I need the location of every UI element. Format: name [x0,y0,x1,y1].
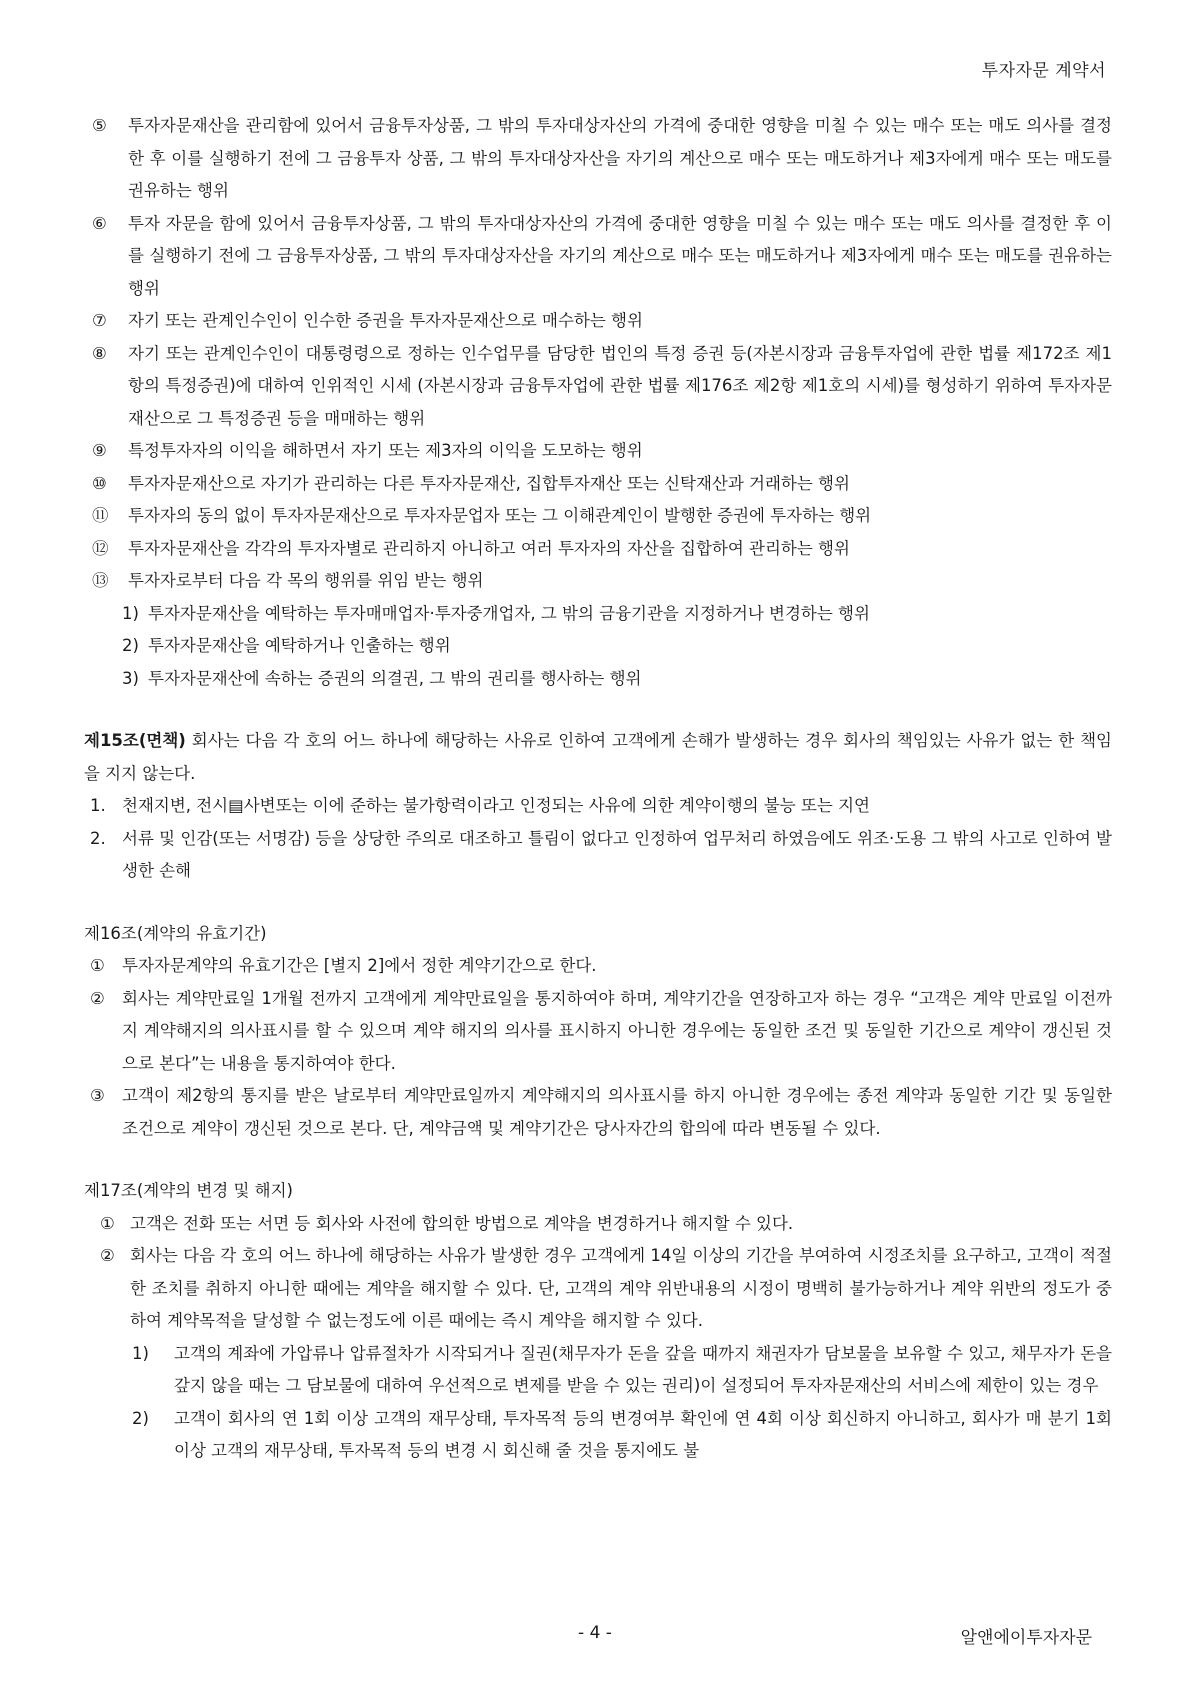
item-text: 회사는 계약만료일 1개월 전까지 고객에게 계약만료일을 통지하여야 하며, 계약기간을 연장하고자 하는 경우 “고객은 계약 만료일 이전까지 계약해지의 의사표시를 할 수 있으며 계약 해지의 의사를 표시하지 아니한 경우에는 동일한 조건 및 동일한 기간으로 계약이 갱신된 것으로 본다”는 내용을 통지하여야 한다. [122,988,1112,1073]
list-item [84,823,1112,888]
sub-list-item [84,663,1112,696]
item-marker: ① [90,956,105,975]
page-number: - 4 - [578,1623,612,1643]
item-text: 고객은 전화 또는 서면 등 회사와 사전에 합의한 방법으로 계약을 변경하거나 해지할 수 있다. [130,1213,794,1233]
sub-list-item [84,1403,1112,1468]
article-16 [84,918,1112,1146]
sub-item-marker: 2) [122,636,139,655]
list-item [84,1240,1112,1338]
sub-list-item [84,630,1112,663]
sub-list-item [84,1338,1112,1403]
sub-item-text: 투자자문재산을 예탁하는 투자매매업자·투자중개업자, 그 밖의 금융기관을 지정하거나 변경하는 행위 [148,603,870,623]
sub-item-text: 고객의 계좌에 가압류나 압류절차가 시작되거나 질권(채무자가 돈을 갚을 때까지 채권자가 담보물을 보유할 수 있고, 채무자가 돈을 갚지 않을 때는 그 담보물에 대하여 우선적으로 변제를 받을 수 있는 권리)이 설정되어 투자자문재산의 서비스에 제한이 있는 경우 [174,1343,1112,1395]
article-15-intro-paragraph [84,725,1112,790]
footer-company-name: 알앤에이투자자문 [960,1628,1092,1648]
item-text: 투자자문재산을 각각의 투자자별로 관리하지 아니하고 여러 투자자의 자산을 집합하여 관리하는 행위 [128,538,850,558]
list-item [84,305,1112,338]
item-marker: ② [90,988,105,1008]
item-text: 자기 또는 관계인수인이 대통령령으로 정하는 인수업무를 담당한 법인의 특정 증권 등(자본시장과 금융투자업에 관한 법률 제172조 제1항의 특정증권)에 대하여 인위적인 시세 (자본시장과 금융투자업에 관한 법률 제176조 제2항 제1호의 시세)를 형성하기 위하여 투자자문재산으로 그 특정증권 등을 매매하는 행위 [128,343,1112,428]
item-marker: ⑬ [92,571,109,590]
article-16-title: 제16조(계약의 유효기간) [84,923,267,943]
item-text: 투자자문재산을 관리함에 있어서 금융투자상품, 그 밖의 투자대상자산의 가격에 중대한 영향을 미칠 수 있는 매수 또는 매도 의사를 결정한 후 이를 실행하기 전에 그 금융투자 상품, 그 밖의 투자대상자산을 자기의 계산으로 매수 또는 매도하거나 제3자에게 매수 또는 매도를 권유하는 행위 [128,116,1112,200]
item-marker: ⑪ [92,506,109,525]
item-text: 천재지변, 전시▤사변또는 이에 준하는 불가항력이라고 인정되는 사유에 의한 계약이행의 불능 또는 지연 [122,796,870,815]
article-17-title: 제17조(계약의 변경 및 해지) [84,1181,293,1200]
item-text: 서류 및 인감(또는 서명감) 등을 상당한 주의로 대조하고 틀림이 없다고 인정하여 업무처리 하였음에도 위조·도용 그 밖의 사고로 인하여 발생한 손해 [122,828,1112,880]
article-15-intro: 회사는 다음 각 호의 어느 하나에 해당하는 사유로 인하여 고객에게 손해가 발생하는 경우 회사의 책임있는 사유가 없는 한 책임을 지지 않는다. [84,731,1113,783]
sub-item-text: 투자자문재산을 예탁하거나 인출하는 행위 [148,636,451,655]
sub-item-marker: 3) [122,668,139,688]
item-marker: ⑥ [92,213,107,233]
item-marker: ⑨ [92,441,107,460]
list-item [84,950,1112,983]
item-marker: ③ [90,1086,105,1105]
article-15 [84,725,1112,888]
list-item [84,983,1112,1081]
item-text: 고객이 제2항의 통지를 받은 날로부터 계약만료일까지 계약해지의 의사표시를 하지 아니한 경우에는 종전 계약과 동일한 기간 및 동일한 조건으로 계약이 갱신된 것으로 본다. 단, 계약금액 및 계약기간은 당사자간의 합의에 따라 변동될 수 있다. [122,1086,1112,1138]
sub-item-text: 투자자문재산에 속하는 증권의 의결권, 그 밖의 권리를 행사하는 행위 [148,668,642,688]
item-marker: ⑫ [92,538,109,558]
item-text: 투자자의 동의 없이 투자자문재산으로 투자자문업자 또는 그 이해관계인이 발행한 증권에 투자하는 행위 [128,506,872,525]
list-item [84,468,1112,501]
sub-item-marker: 1) [132,1343,149,1363]
list-item [84,110,1112,208]
list-item [84,435,1112,468]
sub-list-item [84,598,1112,631]
list-item [84,338,1112,436]
article-15-title: 제15조(면책) [84,731,186,750]
item-text: 투자자문재산으로 자기가 관리하는 다른 투자자문재산, 집합투자재산 또는 신탁재산과 거래하는 행위 [128,473,850,493]
list-item [84,1208,1112,1241]
item-marker: ⑦ [92,311,107,330]
sub-item-marker: 2) [132,1408,149,1428]
article-17 [84,1175,1112,1468]
item-marker: ⑧ [92,343,107,363]
item-marker: ② [100,1246,115,1265]
item-marker: ① [100,1213,115,1233]
item-text: 특정투자자의 이익을 해하면서 자기 또는 제3자의 이익을 도모하는 행위 [128,441,643,460]
sub-item-marker: 1) [122,603,139,623]
sub-item-text: 고객이 회사의 연 1회 이상 고객의 재무상태, 투자목적 등의 변경여부 확인에 연 4회 이상 회신하지 아니하고, 회사가 매 분기 1회 이상 고객의 재무상태, 투자목적 등의 변경 시 회신해 줄 것을 통지에도 불 [174,1408,1112,1460]
prohibited-acts-list [84,110,1112,695]
list-item [84,500,1112,533]
item-marker: 2. [90,828,106,848]
item-text: 자기 또는 관계인수인이 인수한 증권을 투자자문재산으로 매수하는 행위 [128,311,643,330]
document-header-title: 투자자문 계약서 [981,61,1106,81]
item-marker: ⑤ [92,116,107,135]
item-marker: ⑩ [92,473,107,493]
item-marker: 1. [90,796,106,815]
item-text: 투자자문계약의 유효기간은 [별지 2]에서 정한 계약기간으로 한다. [122,956,597,975]
item-text: 투자 자문을 함에 있어서 금융투자상품, 그 밖의 투자대상자산의 가격에 중대한 영향을 미칠 수 있는 매수 또는 매도 의사를 결정한 후 이를 실행하기 전에 그 금융투자상품, 그 밖의 투자대상자산을 자기의 계산으로 매수 또는 매도하거나 제3자에게 매수 또는 매도를 권유하는 행위 [128,213,1112,298]
list-item [84,1080,1112,1145]
list-item [84,208,1112,306]
item-text: 회사는 다음 각 호의 어느 하나에 해당하는 사유가 발생한 경우 고객에게 14일 이상의 기간을 부여하여 시정조치를 요구하고, 고객이 적절한 조치를 취하지 아니한 때에는 계약을 해지할 수 있다. 단, 고객의 계약 위반내용의 시정이 명백히 불가능하거나 계약 위반의 정도가 중하여 계약목적을 달성할 수 없는정도에 이른 때에는 즉시 계약을 해지할 수 있다. [130,1246,1112,1330]
list-item [84,790,1112,823]
list-item [84,565,1112,598]
list-item [84,533,1112,566]
document-body [84,110,1112,1468]
item-text: 투자자로부터 다음 각 목의 행위를 위임 받는 행위 [128,571,484,590]
